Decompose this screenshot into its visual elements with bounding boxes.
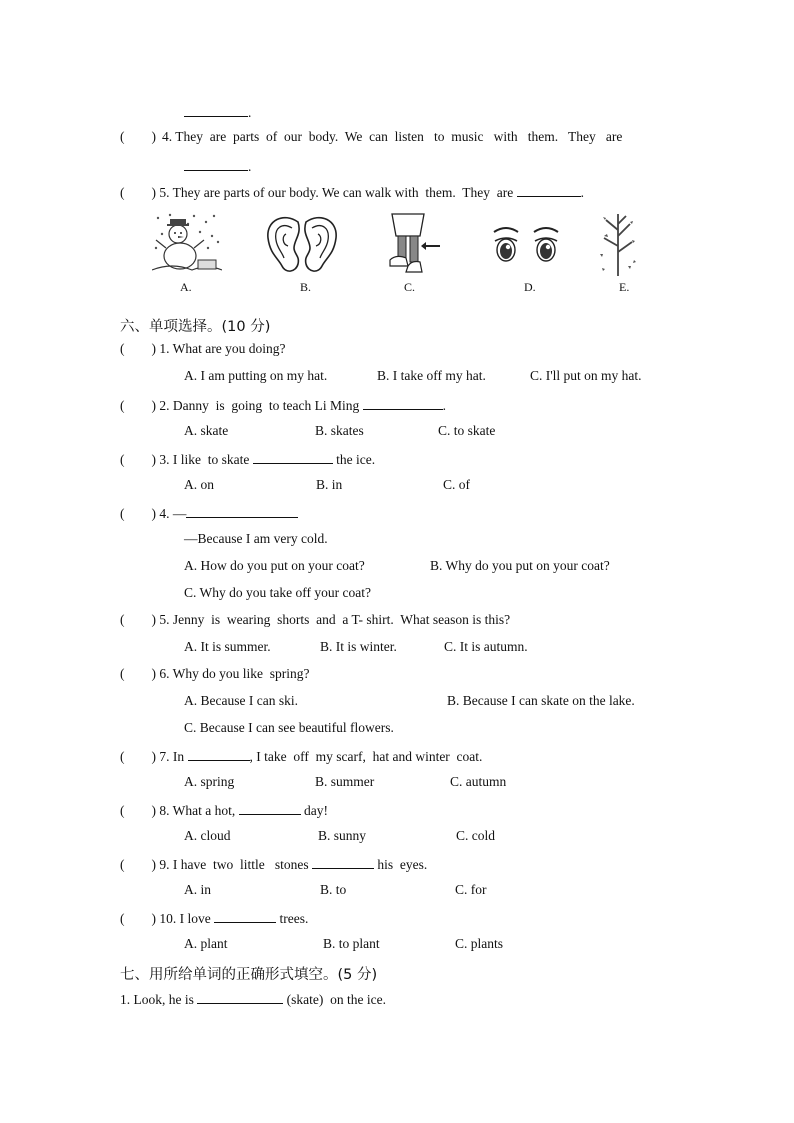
snowman-icon (152, 212, 222, 274)
option-a[interactable]: A. spring (184, 774, 235, 789)
picture-c (386, 212, 442, 276)
answer-paren[interactable]: ( ) (120, 803, 156, 818)
picture-b-label: B. (300, 280, 312, 294)
question-text: 5. They are parts of our body. We can walk with them. They are (159, 185, 514, 200)
part5-q5: ( ) 5. They are parts of our body. We can walk with them. They are . (120, 185, 584, 200)
question-stem: 3. I like to skate (159, 452, 250, 467)
option-b[interactable]: B. to (320, 882, 347, 897)
option-c[interactable]: C. I'll put on my hat. (530, 368, 642, 383)
option-c[interactable]: C. to skate (438, 423, 496, 438)
question-stem: 9. I have two little stones (159, 857, 309, 872)
option-a[interactable]: A. Because I can ski. (184, 693, 298, 708)
answer-paren[interactable]: ( ) (120, 666, 156, 681)
option-b[interactable]: B. to plant (323, 936, 380, 951)
option-a[interactable]: A. on (184, 477, 214, 492)
answer-paren[interactable]: ( ) (120, 452, 156, 467)
answer-paren[interactable]: ( ) (120, 749, 156, 764)
option-a[interactable]: A. skate (184, 423, 229, 438)
picture-d-label: D. (524, 280, 536, 294)
option-c[interactable]: C. It is autumn. (444, 639, 528, 654)
question-stem: 4. — (159, 506, 187, 521)
picture-e (598, 210, 638, 276)
option-a[interactable]: A. in (184, 882, 211, 897)
picture-c-label: C. (404, 280, 416, 294)
option-b[interactable]: B. I take off my hat. (377, 368, 486, 383)
picture-a (152, 212, 222, 274)
answer-paren[interactable]: ( ) (120, 911, 156, 926)
question-stem: 10. I love (159, 911, 211, 926)
option-b[interactable]: B. sunny (318, 828, 367, 843)
answer-paren[interactable]: ( ) (120, 185, 156, 200)
part6-q5 (120, 612, 510, 628)
part6-q2: ( ) 2. Danny is going to teach Li Ming . (120, 398, 446, 413)
answer-paren[interactable]: ( ) (120, 857, 156, 872)
picture-e-label: E. (619, 280, 630, 294)
option-a[interactable]: A. How do you put on your coat? (184, 558, 365, 573)
part6-q4 (120, 504, 298, 522)
part7-heading: 七、用所给单词的正确形式填空。(5 分) (120, 967, 378, 983)
answer-paren[interactable]: ( ) (120, 506, 156, 521)
part6-q7: ( ) 7. In , I take off my scarf, hat and winter coat. (120, 749, 483, 764)
question-stem: 7. In (159, 749, 185, 764)
bare-tree-icon (598, 210, 638, 276)
answer-blank[interactable] (197, 990, 283, 1004)
part5-q4 (120, 129, 673, 145)
answer-paren[interactable]: ( ) (120, 398, 156, 413)
answer-blank[interactable] (239, 801, 301, 815)
answer-blank[interactable] (184, 103, 248, 117)
option-c[interactable]: C. plants (455, 936, 504, 951)
picture-a-label: A. (180, 280, 192, 294)
question-stem: 1. Look, he is (120, 992, 194, 1007)
question-text: 4. They are parts of our body. We can listen to music with them. They are (162, 129, 623, 144)
option-a[interactable]: A. It is summer. (184, 639, 271, 654)
answer-blank[interactable] (188, 747, 250, 761)
option-c[interactable]: C. for (455, 882, 487, 897)
eyes-icon (490, 226, 562, 266)
answer-blank[interactable] (253, 450, 333, 464)
answer-paren[interactable]: ( ) (120, 612, 156, 627)
question-line2: —Because I am very cold. (184, 531, 328, 546)
option-c[interactable]: C. Because I can see beautiful flowers. (184, 720, 394, 735)
option-a[interactable]: A. plant (184, 936, 228, 951)
question-stem: 1. What are you doing? (159, 341, 286, 356)
option-c[interactable]: C. autumn (450, 774, 507, 789)
option-b[interactable]: B. summer (315, 774, 375, 789)
option-c[interactable]: C. Why do you take off your coat? (184, 585, 371, 600)
answer-paren[interactable]: ( ) (120, 129, 156, 144)
option-b[interactable]: B. skates (315, 423, 364, 438)
picture-b (264, 214, 340, 274)
answer-blank[interactable] (184, 157, 248, 171)
option-a[interactable]: A. I am putting on my hat. (184, 368, 328, 383)
part6-q3: ( ) 3. I like to skate the ice. (120, 452, 376, 467)
option-c[interactable]: C. of (443, 477, 470, 492)
answer-blank[interactable] (214, 909, 276, 923)
option-b[interactable]: B. Why do you put on your coat? (430, 558, 610, 573)
option-b[interactable]: B. in (316, 477, 343, 492)
part5-q3-answer-line: . (184, 103, 251, 121)
answer-paren[interactable]: ( ) (120, 341, 156, 356)
option-c[interactable]: C. cold (456, 828, 495, 843)
question-stem: 2. Danny is going to teach Li Ming (159, 398, 360, 413)
part6-q9: ( ) 9. I have two little stones his eyes. (120, 857, 428, 872)
answer-blank[interactable] (363, 396, 443, 410)
part6-q8: ( ) 8. What a hot, day! (120, 803, 328, 818)
ears-icon (264, 214, 340, 274)
part6-q10: ( ) 10. I love trees. (120, 911, 309, 926)
part7-q1: 1. Look, he is (skate) on the ice. (120, 992, 386, 1007)
part5-q4-answer-line: . (184, 157, 251, 175)
picture-d (490, 226, 562, 266)
option-b[interactable]: B. It is winter. (320, 639, 397, 654)
question-stem: 5. Jenny is wearing shorts and a T- shirt. What season is this? (159, 612, 511, 627)
feet-icon (386, 212, 442, 276)
answer-blank[interactable] (186, 504, 298, 518)
question-stem: 8. What a hot, (159, 803, 236, 818)
part6-heading: 六、单项选择。(10 分) (120, 319, 271, 335)
answer-blank[interactable] (312, 855, 374, 869)
answer-blank[interactable] (517, 183, 581, 197)
question-stem: 6. Why do you like spring? (159, 666, 310, 681)
part6-q6 (120, 666, 309, 682)
option-a[interactable]: A. cloud (184, 828, 231, 843)
part6-q1 (120, 341, 285, 357)
option-b[interactable]: B. Because I can skate on the lake. (447, 693, 635, 708)
